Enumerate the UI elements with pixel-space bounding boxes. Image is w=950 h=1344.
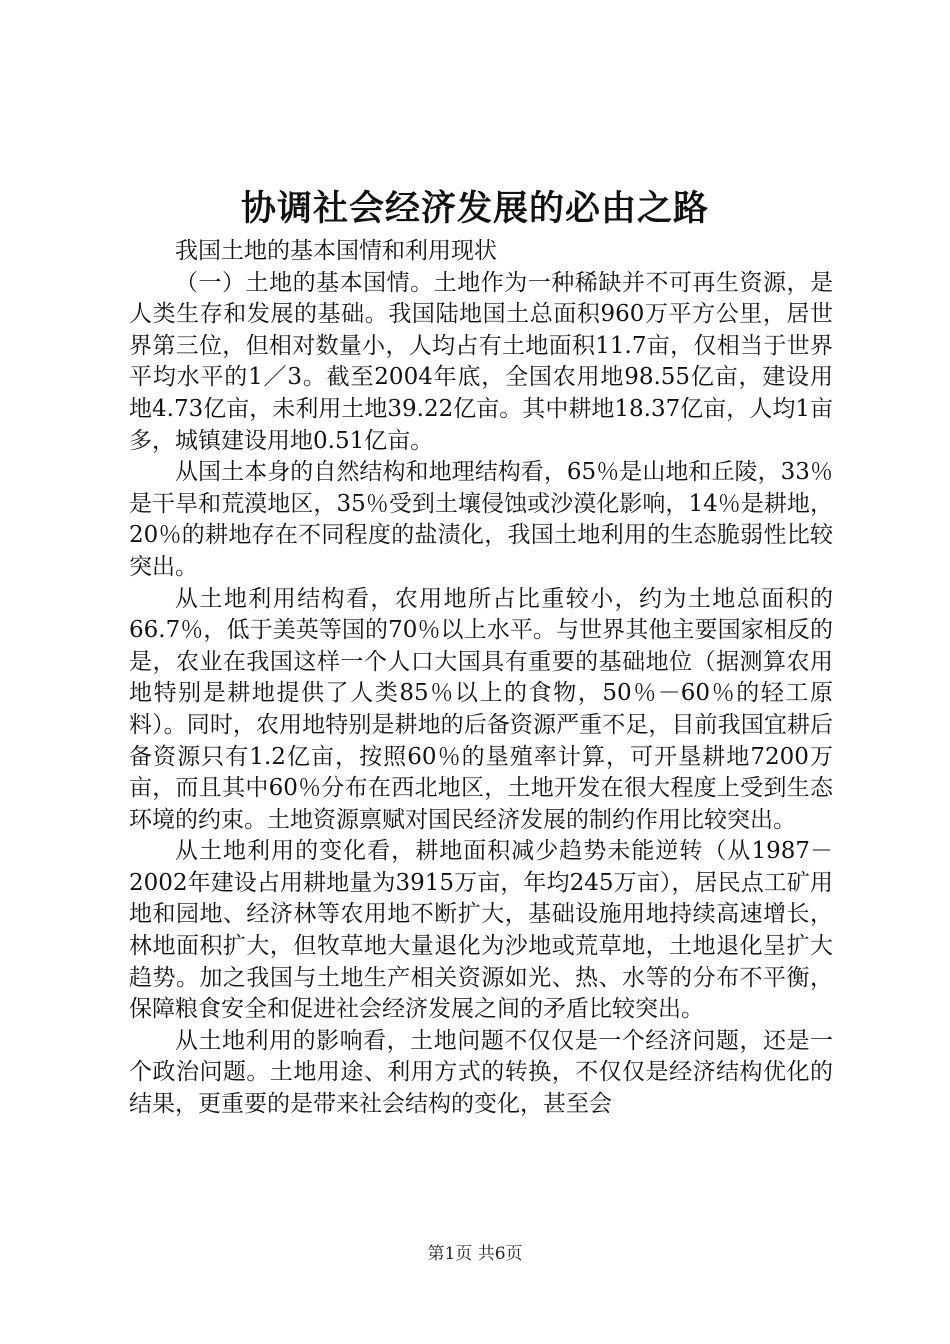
paragraph-land-use-structure: 从土地利用结构看，农用地所占比重较小，约为土地总面积的66.7％，低于美英等国的70％以上水平。与世界其他主要国家相反的是，农业在我国这样一个人口大国具有重要的基础地位（据测算农用地特别是耕地提供了人类85％以上的食物，50％－60％的轻工原料）。同时，农用地特别是耕地的后备资源严重不足，目前我国宜耕后备资源只有1.2亿亩，按照60％的垦殖率计算，可开垦耕地7200万亩，而且其中60％分布在西北地区，土地开发在很大程度上受到生态环境的约束。土地资源禀赋对国民经济发展的制约作用比较突出。 (129, 585, 833, 833)
paragraph-land-use-change: 从土地利用的变化看，耕地面积减少趋势未能逆转（从1987－2002年建设占用耕地量为3915万亩，年均245万亩），居民点工矿用地和园地、经济林等农用地不断扩大，基础设施用地持续高速增长，林地面积扩大，但牧草地大量退化为沙地或荒草地，土地退化呈扩大趋势。加之我国与土地生产相关资源如光、热、水等的分布不平衡，保障粮食安全和促进社会经济发展之间的矛盾比较突出。 (129, 838, 833, 1023)
paragraph-subheading: 我国土地的基本国情和利用现状 (175, 238, 497, 264)
paragraph-natural-structure: 从国土本身的自然结构和地理结构看，65％是山地和丘陵，33％是干旱和荒漠地区，35％受到土壤侵蚀或沙漠化影响，14％是耕地，20％的耕地存在不同程度的盐渍化，我国土地利用的生态脆弱性比较突出。 (129, 459, 833, 580)
page-footer: 第1页 共6页 (427, 1244, 523, 1264)
document-title: 协调社会经济发展的必由之路 (240, 188, 709, 229)
document-body (129, 236, 833, 1121)
paragraph-basic-conditions: （一）土地的基本国情。土地作为一种稀缺并不可再生资源，是人类生存和发展的基础。我国陆地国土总面积960万平方公里，居世界第三位，但相对数量小，人均占有土地面积11.7亩，仅相当于世界平均水平的1／3。截至2004年底，全国农用地98.55亿亩，建设用地4.73亿亩，未利用土地39.22亿亩。其中耕地18.37亿亩，人均1亩多，城镇建设用地0.51亿亩。 (129, 269, 833, 454)
paragraph-land-use-impact: 从土地利用的影响看，土地问题不仅仅是一个经济问题，还是一个政治问题。土地用途、利用方式的转换，不仅仅是经济结构优化的结果，更重要的是带来社会结构的变化，甚至会 (129, 1027, 833, 1118)
